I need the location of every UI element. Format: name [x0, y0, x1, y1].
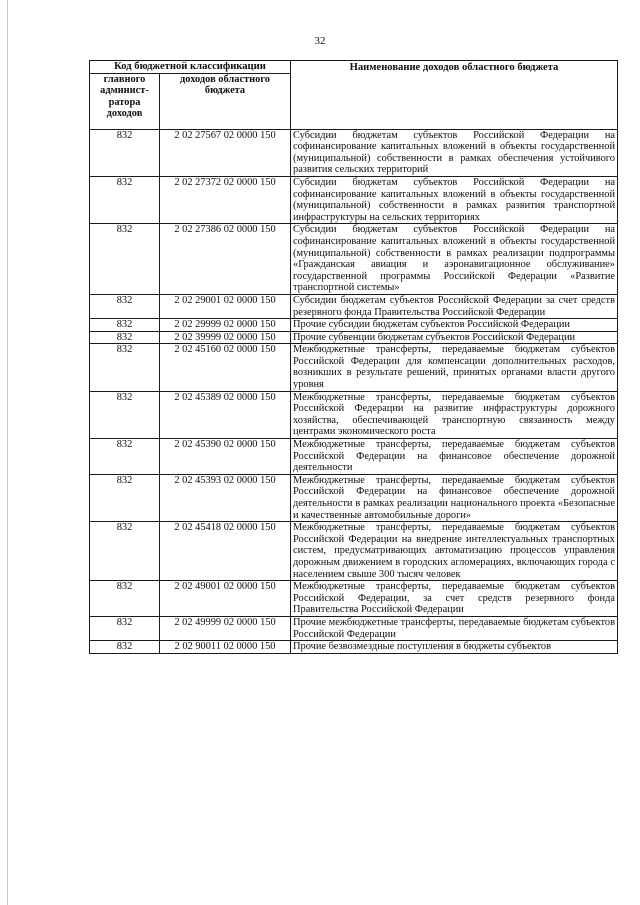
header-budget-classification-code: Код бюджетной классификации — [90, 61, 291, 74]
income-code-cell: 2 02 45389 02 0000 150 — [160, 391, 291, 438]
scan-edge-line — [7, 0, 8, 905]
income-code-cell: 2 02 29999 02 0000 150 — [160, 319, 291, 332]
income-name-cell: Субсидии бюджетам субъектов Российской Федерации за счет средств резервного фонда Правительства Российской Федерации — [291, 294, 618, 318]
income-name-cell: Межбюджетные трансферты, передаваемые бюджетам субъектов Российской Федерации на финансовое обеспечение дорожной деятельности в рамках реализации национального проекта «Безопасные и качественные автомобильные дороги» — [291, 474, 618, 521]
income-code-cell: 2 02 29001 02 0000 150 — [160, 294, 291, 318]
income-code-cell: 2 02 45390 02 0000 150 — [160, 439, 291, 475]
income-name-cell: Прочие субвенции бюджетам субъектов Российской Федерации — [291, 331, 618, 344]
income-name-cell: Субсидии бюджетам субъектов Российской Федерации на софинансирование капитальных вложений в объекты государственной (муниципальной) собственности в рамках обеспечения устойчивого развития сельских территорий — [291, 129, 618, 176]
admin-code-cell: 832 — [90, 176, 160, 223]
admin-code-cell: 832 — [90, 522, 160, 581]
table-row — [90, 641, 618, 654]
table-row — [90, 616, 618, 640]
income-name-cell: Межбюджетные трансферты, передаваемые бюджетам субъектов Российской Федерации на финансовое обеспечение дорожной деятельности — [291, 439, 618, 475]
admin-code-cell: 832 — [90, 331, 160, 344]
income-name-cell: Субсидии бюджетам субъектов Российской Федерации на софинансирование капитальных вложений в объекты государственной (муниципальной) собственности в рамках реализации подпрограммы «Гражданская авиация и аэронавигационное обслуживание» государственной программы Российской Федерации «Развитие транспортной системы» — [291, 224, 618, 295]
table-row — [90, 439, 618, 475]
admin-code-cell: 832 — [90, 474, 160, 521]
income-name-cell: Прочие субсидии бюджетам субъектов Российской Федерации — [291, 319, 618, 332]
admin-code-cell: 832 — [90, 319, 160, 332]
table-row — [90, 522, 618, 581]
admin-code-cell: 832 — [90, 439, 160, 475]
income-code-cell: 2 02 45418 02 0000 150 — [160, 522, 291, 581]
admin-code-cell: 832 — [90, 344, 160, 391]
header-income-name-text: Наименование доходов областного бюджета — [349, 62, 559, 73]
admin-code-cell: 832 — [90, 391, 160, 438]
income-code-cell: 2 02 45393 02 0000 150 — [160, 474, 291, 521]
admin-code-cell: 832 — [90, 224, 160, 295]
admin-code-cell: 832 — [90, 129, 160, 176]
table-body — [90, 129, 618, 653]
table-row — [90, 176, 618, 223]
income-code-cell: 2 02 90011 02 0000 150 — [160, 641, 291, 654]
table-row — [90, 474, 618, 521]
income-name-cell: Прочие безвозмездные поступления в бюджеты субъектов — [291, 641, 618, 654]
header-chief-administrator: главного админист-ратора доходов — [90, 73, 160, 129]
income-code-cell: 2 02 49001 02 0000 150 — [160, 581, 291, 617]
header-income-name — [291, 61, 618, 130]
income-code-cell: 2 02 49999 02 0000 150 — [160, 616, 291, 640]
header-income-code: доходов областного бюджета — [160, 73, 291, 129]
income-code-cell: 2 02 27567 02 0000 150 — [160, 129, 291, 176]
income-code-cell: 2 02 45160 02 0000 150 — [160, 344, 291, 391]
income-code-cell: 2 02 27372 02 0000 150 — [160, 176, 291, 223]
table-row — [90, 129, 618, 176]
income-code-cell: 2 02 39999 02 0000 150 — [160, 331, 291, 344]
income-code-cell: 2 02 27386 02 0000 150 — [160, 224, 291, 295]
income-name-cell: Прочие межбюджетные трансферты, передаваемые бюджетам субъектов Российской Федерации — [291, 616, 618, 640]
income-name-cell: Межбюджетные трансферты, передаваемые бюджетам субъектов Российской Федерации на внедрение интеллектуальных транспортных систем, предусматривающих автоматизацию процессов управления дорожным движением в городских агломерациях, включающих города с населением свыше 300 тысяч человек — [291, 522, 618, 581]
admin-code-cell: 832 — [90, 294, 160, 318]
page-number: 32 — [314, 35, 326, 47]
table-row — [90, 581, 618, 617]
admin-code-cell: 832 — [90, 581, 160, 617]
income-name-cell: Межбюджетные трансферты, передаваемые бюджетам субъектов Российской Федерации на развитие инфраструктуры дорожного хозяйства, обеспечивающей транспортную связанность между центрами экономического роста — [291, 391, 618, 438]
table-row — [90, 294, 618, 318]
budget-classification-table — [89, 60, 618, 654]
table-row — [90, 344, 618, 391]
table-row — [90, 319, 618, 332]
table-row — [90, 391, 618, 438]
income-name-cell: Субсидии бюджетам субъектов Российской Федерации на софинансирование капитальных вложений в объекты государственной (муниципальной) собственности в рамках развития транспортной инфраструктуры на сельских территориях — [291, 176, 618, 223]
table-row — [90, 224, 618, 295]
admin-code-cell: 832 — [90, 616, 160, 640]
admin-code-cell: 832 — [90, 641, 160, 654]
table-row — [90, 331, 618, 344]
income-name-cell: Межбюджетные трансферты, передаваемые бюджетам субъектов Российской Федерации для компенсации дополнительных расходов, возникших в результате решений, принятых органами власти другого уровня — [291, 344, 618, 391]
income-name-cell: Межбюджетные трансферты, передаваемые бюджетам субъектов Российской Федерации, за счет средств резервного фонда Правительства Российской Федерации — [291, 581, 618, 617]
